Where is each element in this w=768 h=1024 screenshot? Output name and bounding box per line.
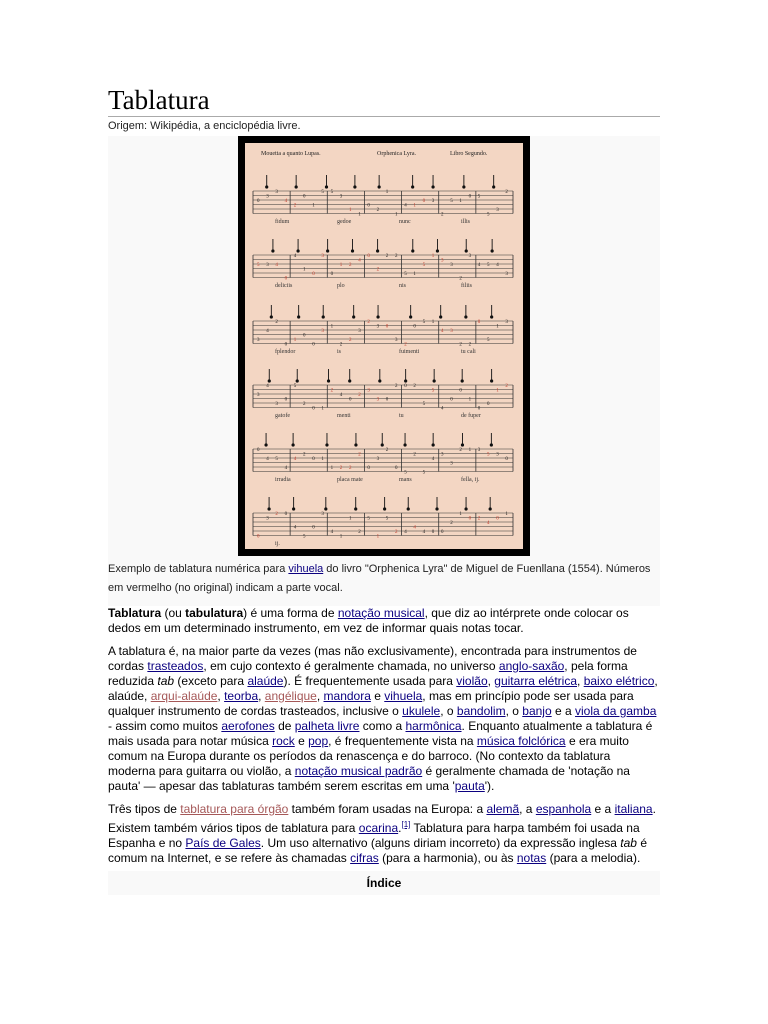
svg-text:0: 0	[349, 397, 352, 403]
page-title: Tablatura	[108, 84, 660, 117]
figure-caption: Exemplo de tablatura numérica para vihuela do livro "Orphenica Lyra" de Miguel de Fuenllana (1554). Números em vermelho (no original) indicam a parte vocal.	[108, 563, 651, 594]
svg-text:2: 2	[330, 388, 334, 394]
link-cifras[interactable]: cifras	[350, 851, 379, 865]
svg-text:1: 1	[349, 516, 352, 522]
svg-text:3: 3	[376, 457, 380, 462]
svg-text:0: 0	[477, 406, 481, 412]
svg-text:5: 5	[330, 190, 334, 195]
svg-text:4: 4	[422, 530, 426, 535]
svg-text:0: 0	[468, 516, 472, 522]
svg-text:0: 0	[441, 530, 444, 535]
link-tablatura-orgao[interactable]: tablatura para órgão	[180, 802, 289, 816]
svg-text:3: 3	[505, 320, 508, 325]
svg-text:2: 2	[339, 342, 343, 348]
svg-text:0: 0	[284, 342, 288, 348]
link-arqui-alaude[interactable]: arqui-alaúde	[150, 689, 218, 703]
svg-text:3: 3	[496, 452, 499, 458]
svg-text:1: 1	[468, 397, 472, 403]
lyric-word: gatofe	[275, 413, 290, 419]
lyric-word: fuimenti	[399, 349, 420, 355]
svg-text:1: 1	[496, 324, 499, 330]
svg-text:1: 1	[385, 190, 389, 195]
svg-text:0: 0	[404, 384, 407, 389]
svg-text:4: 4	[431, 457, 435, 462]
link-baixo-eletrico[interactable]: baixo elétrico	[583, 674, 655, 688]
link-ukulele[interactable]: ukulele	[402, 704, 441, 718]
svg-text:5: 5	[487, 212, 490, 218]
svg-text:4: 4	[284, 199, 288, 204]
svg-text:3: 3	[257, 393, 260, 398]
svg-text:3: 3	[395, 338, 398, 343]
svg-text:3: 3	[441, 258, 444, 264]
svg-text:1: 1	[358, 212, 361, 218]
lyric-word: tu	[399, 413, 404, 419]
lyric-word: fidum	[275, 219, 290, 225]
lyric-word: tu cali	[461, 349, 476, 355]
site-subtitle: Origem: Wikipédia, a enciclopédia livre.	[108, 120, 301, 132]
tablature-image	[245, 143, 523, 549]
svg-text:5: 5	[450, 199, 453, 204]
svg-text:5: 5	[321, 190, 324, 195]
svg-text:2: 2	[303, 402, 306, 407]
svg-text:2: 2	[413, 384, 416, 389]
svg-text:0: 0	[496, 516, 499, 522]
svg-text:3: 3	[441, 452, 444, 458]
svg-text:1: 1	[339, 534, 343, 540]
svg-text:1: 1	[459, 199, 462, 204]
svg-text:4: 4	[441, 329, 444, 334]
svg-text:0: 0	[303, 333, 306, 339]
svg-text:0: 0	[413, 324, 416, 330]
link-pais-de-gales[interactable]: País de Gales	[185, 836, 261, 850]
lyric-word: menti	[337, 413, 351, 419]
svg-text:4: 4	[413, 525, 416, 531]
svg-text:3: 3	[450, 329, 453, 334]
svg-text:0: 0	[284, 276, 288, 282]
svg-text:4: 4	[496, 263, 499, 268]
svg-text:1: 1	[330, 466, 334, 471]
svg-text:2: 2	[505, 190, 508, 195]
svg-text:3: 3	[376, 324, 380, 330]
svg-text:3: 3	[321, 329, 324, 334]
svg-text:5: 5	[477, 194, 481, 200]
svg-text:1: 1	[376, 534, 380, 540]
svg-text:0: 0	[431, 530, 435, 535]
lyric-word: de fuper	[461, 413, 481, 419]
svg-text:4: 4	[293, 457, 297, 462]
svg-text:2: 2	[349, 263, 352, 268]
svg-text:0: 0	[367, 254, 370, 259]
svg-text:0: 0	[312, 406, 315, 412]
svg-text:5: 5	[293, 384, 297, 389]
svg-text:2: 2	[349, 338, 352, 343]
svg-text:5: 5	[422, 320, 426, 325]
svg-text:4: 4	[358, 258, 361, 264]
svg-text:2: 2	[293, 203, 297, 209]
svg-text:1: 1	[321, 406, 324, 412]
lyric-word: irradia	[275, 477, 291, 483]
svg-text:0: 0	[257, 534, 260, 540]
sheet-header-3: Libro Segundo.	[450, 151, 488, 157]
sheet-header-2: Orphenica Lyra.	[377, 151, 416, 157]
svg-text:1: 1	[330, 324, 334, 330]
svg-text:5: 5	[275, 457, 278, 462]
svg-text:5: 5	[385, 516, 389, 522]
svg-text:3: 3	[450, 461, 453, 467]
svg-text:5: 5	[431, 388, 435, 394]
link-bandolim[interactable]: bandolim	[456, 704, 506, 718]
link-ocarina[interactable]: ocarina	[358, 821, 399, 835]
svg-text:5: 5	[422, 263, 426, 268]
lyric-word: placa mate	[337, 477, 363, 483]
svg-text:3: 3	[321, 512, 324, 517]
link-alema[interactable]: alemã	[486, 802, 520, 816]
svg-text:4: 4	[266, 384, 269, 389]
lyric-word: fella, ij.	[461, 477, 480, 483]
lyric-word: illis	[461, 219, 471, 225]
link-vihuela-caption[interactable]: vihuela	[288, 563, 324, 575]
lyric-word: gedoe	[337, 219, 352, 225]
svg-text:1: 1	[496, 388, 499, 394]
svg-text:4: 4	[487, 521, 490, 526]
svg-text:0: 0	[395, 466, 398, 471]
svg-text:3: 3	[376, 397, 380, 403]
link-pauta[interactable]: pauta	[454, 779, 485, 793]
link-angelique[interactable]: angélique	[264, 689, 317, 703]
lyric-word: mans	[399, 477, 412, 483]
lyric-word: fplendor	[275, 349, 296, 355]
link-vihuela[interactable]: vihuela	[384, 689, 423, 703]
lyric-word: deliciis	[275, 283, 293, 289]
svg-text:2: 2	[413, 452, 416, 458]
svg-text:0: 0	[450, 397, 453, 403]
svg-text:5: 5	[404, 470, 407, 476]
svg-text:3: 3	[477, 448, 481, 453]
svg-text:0: 0	[303, 194, 306, 200]
svg-text:1: 1	[431, 254, 435, 259]
svg-text:0: 0	[459, 388, 462, 394]
table-of-contents[interactable]: Índice	[108, 871, 660, 895]
link-pop[interactable]: pop	[308, 734, 329, 748]
svg-text:3: 3	[339, 194, 343, 200]
svg-text:0: 0	[312, 525, 315, 531]
svg-text:2: 2	[404, 342, 407, 348]
svg-text:0: 0	[312, 457, 315, 462]
svg-text:2: 2	[395, 254, 398, 259]
svg-text:4: 4	[404, 203, 407, 209]
svg-text:3: 3	[431, 199, 435, 204]
svg-text:2: 2	[441, 212, 444, 218]
link-anglo-saxao[interactable]: anglo-saxão	[498, 659, 565, 673]
svg-text:2: 2	[275, 320, 278, 325]
svg-text:1: 1	[468, 448, 472, 453]
paragraph-usage: A tablatura é, na maior parte da vezes (mas não exclusivamente), encontrada para instrumentos de cordas trasteados, em cujo contexto é geralmente chamada, no universo anglo-saxão, pela forma reduzida tab (exceto para alaúde). É frequentemente usada para violão, guitarra elétrica, baixo elétrico, alaúde, arqui-alaúde, teorba, angélique, mandora e vihuela, mas em princípio pode ser usada para qualquer instrumento de cordas trasteados, inclusive o ukulele, o bandolim, o banjo e a viola da gamba - assim como muitos aerofones de palheta livre como a harmônica. Enquanto atualmente a tablatura é mais usada para notar música rock e pop, é frequentemente vista na música folclórica e era muito comum na Europa durante os períodos da renascença e do barroco. (No contexto da tablatura moderna para guitarra ou violão, a notação musical padrão é geralmente chamada de 'notação na pauta' — apesar das tablaturas também serem escritas em uma 'pauta').	[108, 644, 658, 793]
link-notacao-musical[interactable]: notação musical	[337, 606, 425, 620]
article	[108, 84, 660, 895]
svg-text:1: 1	[459, 512, 462, 517]
link-aerofones[interactable]: aerofones	[221, 719, 275, 733]
link-italiana[interactable]: italiana	[614, 802, 653, 816]
svg-text:0: 0	[487, 402, 490, 407]
svg-text:0: 0	[477, 320, 481, 325]
svg-text:4: 4	[477, 263, 481, 268]
svg-text:1: 1	[349, 208, 352, 213]
svg-text:5: 5	[303, 534, 306, 540]
svg-text:1: 1	[431, 320, 435, 325]
svg-text:0: 0	[330, 272, 334, 277]
lyric-word: nis	[399, 283, 407, 289]
svg-text:3: 3	[468, 254, 472, 259]
link-guitarra-eletrica[interactable]: guitarra elétrica	[494, 674, 578, 688]
link-viola-da-gamba[interactable]: viola da gamba	[575, 704, 657, 718]
svg-text:3: 3	[275, 190, 278, 195]
svg-text:2: 2	[358, 452, 361, 458]
svg-text:2: 2	[349, 466, 352, 471]
svg-text:0: 0	[284, 397, 288, 403]
paragraph-intro: Tablatura (ou tabulatura) é uma forma de notação musical, que diz ao intérprete onde colocar os dedos em um determinado instrumento, em vez de informar quais notas tocar.	[108, 606, 629, 635]
svg-text:4: 4	[404, 530, 407, 535]
svg-text:2: 2	[450, 521, 453, 526]
svg-text:4: 4	[339, 393, 343, 398]
svg-text:4: 4	[266, 329, 269, 334]
svg-text:0: 0	[312, 342, 315, 348]
link-violao[interactable]: violão	[456, 674, 488, 688]
svg-text:2: 2	[385, 254, 389, 259]
svg-text:1: 1	[321, 457, 324, 462]
svg-text:1: 1	[413, 272, 416, 277]
lyric-word: ij.	[275, 541, 280, 547]
link-espanhola[interactable]: espanhola	[535, 802, 592, 816]
svg-text:2: 2	[358, 393, 361, 398]
svg-text:2: 2	[275, 512, 278, 517]
svg-text:5: 5	[487, 263, 490, 268]
svg-text:1: 1	[312, 203, 315, 209]
svg-text:1: 1	[303, 267, 306, 273]
svg-text:3: 3	[275, 402, 278, 407]
link-musica-folclorica[interactable]: música folclórica	[476, 734, 566, 748]
svg-text:2: 2	[376, 267, 380, 273]
svg-text:5: 5	[487, 338, 490, 343]
svg-text:1: 1	[395, 212, 398, 218]
svg-text:2: 2	[459, 448, 462, 453]
lyric-word: is	[337, 349, 342, 355]
svg-text:0: 0	[284, 512, 288, 517]
svg-text:3: 3	[321, 254, 324, 259]
svg-text:3: 3	[358, 329, 361, 334]
svg-text:3: 3	[266, 194, 269, 200]
svg-text:0: 0	[312, 272, 315, 277]
svg-text:5: 5	[487, 452, 490, 458]
link-mandora[interactable]: mandora	[323, 689, 371, 703]
link-rock[interactable]: rock	[272, 734, 295, 748]
sheet-header-1: Mouetta a quanto Lupas.	[261, 151, 321, 157]
svg-text:5: 5	[422, 402, 426, 407]
lyric-word: plo	[337, 283, 345, 289]
link-banjo[interactable]: banjo	[522, 704, 552, 718]
svg-text:2: 2	[477, 516, 481, 522]
svg-text:3: 3	[266, 263, 269, 268]
svg-text:0: 0	[385, 397, 389, 403]
link-palheta-livre[interactable]: palheta livre	[294, 719, 360, 733]
svg-text:1: 1	[339, 263, 343, 268]
link-notas[interactable]: notas	[516, 851, 547, 865]
svg-text:2: 2	[505, 384, 508, 389]
svg-text:0: 0	[422, 199, 426, 204]
svg-text:4: 4	[266, 457, 269, 462]
svg-text:2: 2	[468, 342, 472, 348]
figure-thumbnail	[108, 136, 660, 606]
svg-text:2: 2	[395, 384, 398, 389]
svg-text:1: 1	[505, 512, 508, 517]
svg-text:2: 2	[303, 452, 306, 458]
tablature-image-frame[interactable]	[238, 136, 530, 556]
link-trasteados[interactable]: trasteados	[147, 659, 204, 673]
lyric-word: filiis	[461, 283, 473, 289]
paragraph-types: Três tipos de tablatura para órgão também foram usadas na Europa: a alemã, a espanhola e a italiana. Existem também vários tipos de tablatura para ocarina.[1] Tablatura para harpa também foi usada na Espanha e no País de Gales. Um uso alternativo (alguns diriam incorreto) da expressão inglesa tab é comum na Internet, e se refere às chamadas cifras (para a harmonia), ou às notas (para a melodia).	[108, 802, 656, 865]
svg-text:4: 4	[293, 525, 297, 531]
reference-1[interactable]: [1]	[401, 820, 411, 829]
svg-text:2: 2	[459, 276, 462, 282]
link-notacao-musical-padrao[interactable]: notação musical padrão	[294, 764, 423, 778]
svg-text:2: 2	[395, 530, 398, 535]
svg-text:2: 2	[385, 448, 389, 453]
svg-text:4: 4	[275, 263, 278, 268]
svg-text:4: 4	[330, 530, 334, 535]
svg-text:2: 2	[358, 530, 361, 535]
link-alaude[interactable]: alaúde	[247, 674, 284, 688]
svg-text:3: 3	[257, 338, 260, 343]
svg-text:5: 5	[257, 263, 260, 268]
svg-text:0: 0	[367, 466, 370, 471]
svg-text:3: 3	[450, 263, 453, 268]
svg-text:0: 0	[367, 203, 370, 209]
link-harmonica[interactable]: harmônica	[405, 719, 462, 733]
svg-text:1: 1	[413, 203, 416, 209]
svg-text:2: 2	[367, 320, 370, 325]
svg-text:4: 4	[441, 406, 444, 412]
svg-text:0: 0	[468, 194, 472, 200]
svg-text:5: 5	[404, 272, 407, 277]
link-teorba[interactable]: teorba	[224, 689, 259, 703]
svg-text:3: 3	[505, 272, 508, 277]
svg-text:2: 2	[459, 342, 462, 348]
svg-text:3: 3	[266, 516, 269, 522]
svg-text:0: 0	[257, 448, 260, 453]
svg-text:5: 5	[367, 516, 370, 522]
svg-text:0: 0	[257, 199, 260, 204]
svg-text:4: 4	[284, 466, 288, 471]
svg-text:0: 0	[505, 457, 508, 462]
lyric-word: nunc	[399, 219, 411, 225]
svg-text:2: 2	[376, 208, 380, 213]
svg-text:3: 3	[496, 208, 499, 213]
svg-text:3: 3	[367, 388, 370, 394]
svg-text:4: 4	[293, 254, 297, 259]
svg-text:1: 1	[293, 338, 297, 343]
svg-text:5: 5	[422, 470, 426, 476]
svg-text:0: 0	[385, 324, 389, 330]
svg-text:2: 2	[339, 466, 343, 471]
